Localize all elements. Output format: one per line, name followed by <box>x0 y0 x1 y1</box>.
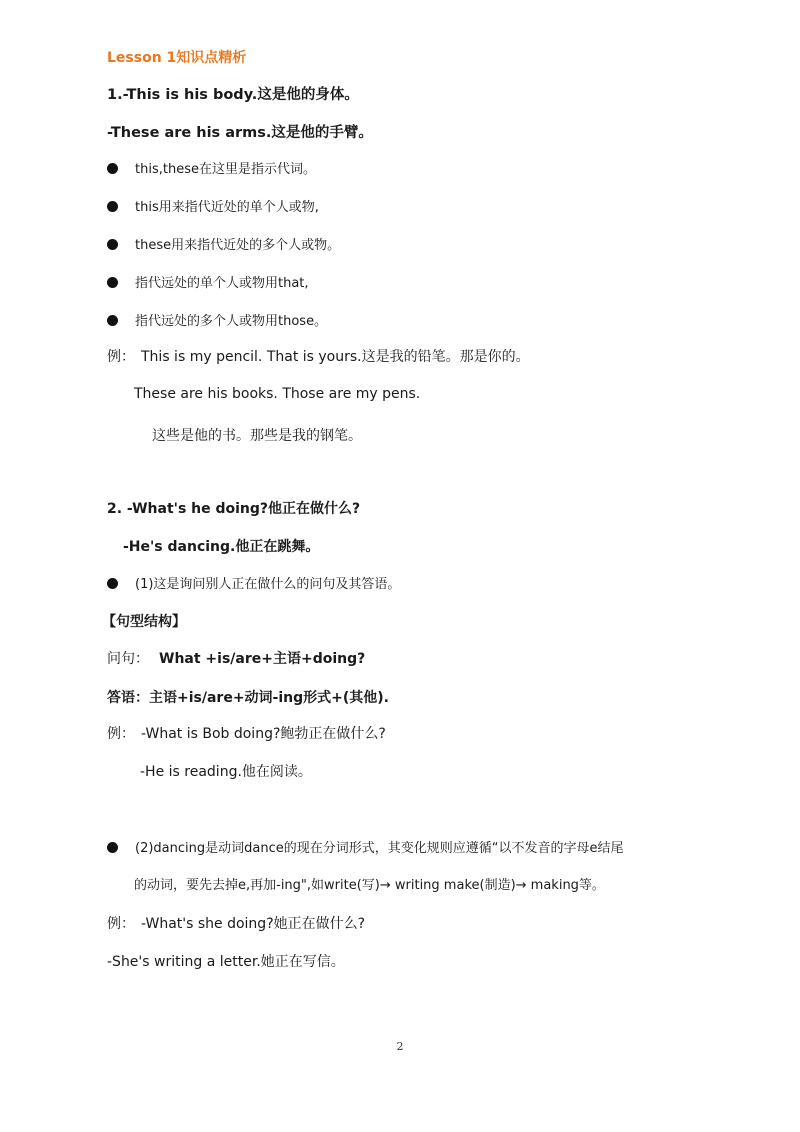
example-line: -He is reading.他在阅读。 <box>140 764 312 780</box>
bullet-dot-icon <box>107 239 118 250</box>
answer-pattern: 答语：主语+is/are+动词-ing形式+(其他). <box>107 690 389 706</box>
section1-heading-2: -These are his arms.这是他的手臂。 <box>107 125 373 141</box>
example-line <box>107 914 365 934</box>
question-pattern: What +is/are+主语+doing? <box>159 651 366 667</box>
section2-heading-2: -He's dancing.他正在跳舞。 <box>123 539 320 555</box>
example-translation: 这些是他的书。那些是我的钢笔。 <box>152 428 362 444</box>
question-label: 问句： <box>107 651 149 667</box>
bullet-item: (1)这是询问别人正在做什么的问句及其答语。 <box>107 575 400 595</box>
bullet-dot-icon <box>107 201 118 212</box>
bullet-item: this用来指代近处的单个人或物, <box>107 198 319 218</box>
page-number: 2 <box>396 1040 404 1053</box>
bullet-dot-icon <box>107 277 118 288</box>
example-line <box>107 724 386 744</box>
bullet-dot-icon <box>107 315 118 326</box>
bullet-item: these用来指代近处的多个人或物。 <box>107 236 340 256</box>
bullet-dot-icon <box>107 163 118 174</box>
example-label: 例： <box>107 349 135 365</box>
example-text: -What's she doing?她正在做什么? <box>141 916 366 932</box>
question-pattern-line <box>107 649 365 669</box>
bullet-continuation: 的动词，要先去掉e,再加-ing",如write(写)→ writing make(制造)→ making等。 <box>134 878 605 893</box>
section2-heading-1: 2. -What's he doing?他正在做什么? <box>107 501 361 517</box>
example-label: 例： <box>107 726 135 742</box>
section1-heading-1: 1.-This is his body.这是他的身体。 <box>107 87 359 103</box>
example-text: -What is Bob doing?鲍勃正在做什么? <box>141 726 386 742</box>
bullet-dot-icon <box>107 578 118 589</box>
bullet-item: 指代远处的单个人或物用that, <box>107 274 309 294</box>
bullet-item: (2)dancing是动词dance的现在分词形式，其变化规则应遵循“以不发音的字母e结尾 <box>107 839 623 859</box>
bullet-dot-icon <box>107 842 118 853</box>
example-text: This is my pencil. That is yours.这是我的铅笔。那是你的。 <box>141 349 530 365</box>
example-line <box>107 347 530 367</box>
bullet-item: 指代远处的多个人或物用those。 <box>107 312 327 332</box>
bullet-item: this,these在这里是指示代词。 <box>107 160 316 180</box>
structure-label: 【句型结构】 <box>102 614 186 630</box>
lesson-title: Lesson 1知识点精析 <box>107 50 247 66</box>
example-label: 例： <box>107 916 135 932</box>
example-line: These are his books. Those are my pens. <box>134 386 421 402</box>
example-line: -She's writing a letter.她正在写信。 <box>107 954 345 970</box>
